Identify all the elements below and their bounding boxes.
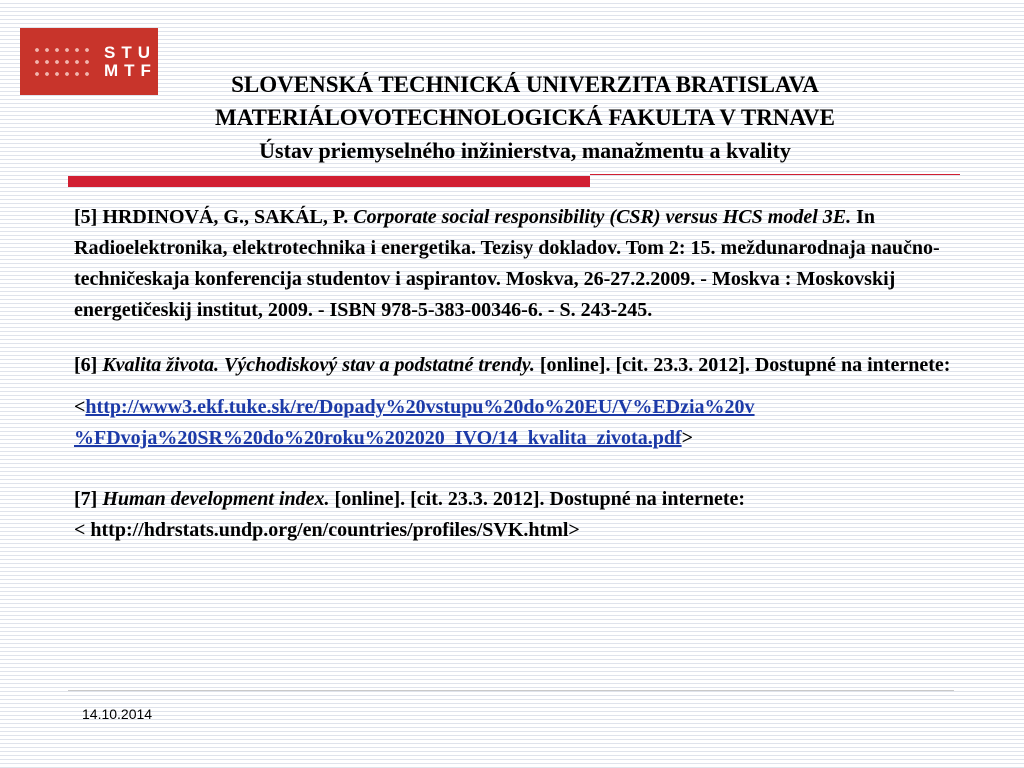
institute-name: Ústav priemyselného inžinierstva, manažmentu a kvality [259,138,791,163]
reference-7-prefix: [7] [74,488,103,510]
reference-5 [74,202,954,326]
reference-7-title: Human development index. [102,488,330,510]
reference-7 [74,484,954,546]
header-divider-line [590,174,960,175]
slide-header [100,68,950,167]
reference-5-details: In Radioelektronika, elektrotechnika i energetika. Tezisy dokladov. Tom 2: 15. meždunarodnaja naučno-techničeskaja konferencija studentov i aspirantov. Moskva, 26-27.2.2009. - Moskva : Moskovskij energetičeskij institut, 2009. - ISBN 978-5-383-00346-6. - S. 243-245. [74,206,940,321]
reference-7-details: [online]. [cit. 23.3. 2012]. Dostupné na internete: [329,488,746,510]
reference-6-link-paragraph [74,392,954,454]
reference-6-prefix: [6] [74,354,103,376]
reference-6-link-line2: %FDvoja%20SR%20do%20roku%202020_IVO/14_kvalita_zivota.pdf [74,427,682,449]
reference-5-title: Corporate social responsibility (CSR) versus HCS model 3E. [353,206,852,228]
reference-7-url[interactable]: < http://hdrstats.undp.org/en/countries/profiles/SVK.html> [74,519,580,541]
slide-date: 14.10.2014 [82,706,153,722]
footer-divider [68,690,954,691]
reference-6 [74,350,954,381]
logo-text-line1: STU [104,42,156,62]
reference-6-link[interactable] [74,396,755,449]
reference-5-prefix: [5] HRDINOVÁ, G., SAKÁL, P. [74,206,354,228]
link-close-bracket: > [681,427,694,449]
link-open-bracket: < [74,396,86,418]
reference-6-link-line1: http://www3.ekf.tuke.sk/re/Dopady%20vstupu%20do%20EU/V%EDzia%20v [85,396,755,418]
faculty-name: MATERIÁLOVOTECHNOLOGICKÁ FAKULTA V TRNAVE [214,105,836,130]
logo-dots-icon [32,44,94,80]
reference-6-details: [online]. [cit. 23.3. 2012]. Dostupné na internete: [534,354,951,376]
university-name: SLOVENSKÁ TECHNICKÁ UNIVERZITA BRATISLAVA [231,72,819,97]
logo-text-line2: MTF [104,60,157,80]
header-divider-bar [68,176,590,187]
reference-6-title: Kvalita života. Východiskový stav a podstatné trendy. [102,354,535,376]
references-list [74,202,954,546]
